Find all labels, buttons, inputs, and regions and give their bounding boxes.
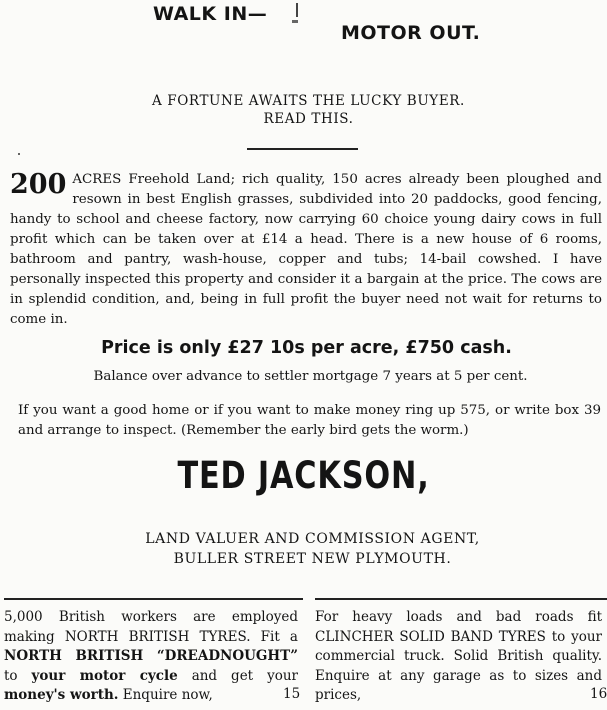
- right-page-number: 16: [590, 686, 607, 702]
- headline-line2: READ THIS.: [263, 111, 354, 127]
- left-ad-text-2: Fit a: [250, 628, 298, 645]
- left-ad-text-3: to: [4, 667, 32, 684]
- header-mark: [296, 3, 298, 17]
- left-ad-text-4: and get your: [177, 667, 298, 684]
- listing-body: [10, 170, 602, 330]
- left-ad-product: NORTH BRITISH “DREADNOUGHT”: [4, 648, 298, 664]
- agent-name: TED JACKSON,: [177, 454, 430, 497]
- headline-rule: [247, 148, 358, 150]
- left-ad-vehicle: your motor cycle: [31, 667, 178, 684]
- agent-title: LAND VALUER AND COMMISSION AGENT,: [145, 531, 480, 547]
- right-ad-text-1: For heavy loads and bad roads fit: [315, 609, 602, 625]
- right-ad-brand: CLINCHER SOLID BAND TYRES: [315, 628, 546, 645]
- header-motor-out: MOTOR OUT.: [341, 22, 481, 44]
- right-ad-text-2: to your commercial truck. Solid British quality. Enquire at any garage as to sizes and prices,: [315, 628, 602, 703]
- left-column-ad: [4, 608, 301, 706]
- left-ad-text-1: 5,000 British workers are employed making: [4, 609, 298, 645]
- agent-address: BULLER STREET NEW PLYMOUTH.: [173, 551, 452, 567]
- header-walk-in: WALK IN—: [153, 3, 268, 25]
- headline-line1: A FORTUNE AWAITS THE LUCKY BUYER.: [152, 93, 465, 109]
- left-ad-value: money's worth.: [4, 687, 119, 703]
- left-page-number: 15: [283, 686, 301, 702]
- listing-description: ACRES Freehold Land; rich quality, 150 acres already been ploughed and resown in best English grasses, subdivided into 20 paddocks, good fencing, handy to school and cheese factory, now carrying 60 choice young dairy cows in full profit which can be taken over at £14 a head. There is a new house of 6 rooms, bathroom and pantry, wash-house, copper and tubs; 14-bail cowshed. I have personally inspected this property and consider it a bargain at the price. The cows are in splendid condition, and, being in full profit the buyer need not wait for returns to come in.: [10, 172, 602, 327]
- acres-figure: 200: [10, 169, 67, 200]
- print-speck: [18, 153, 20, 155]
- left-ad-text-5: Enquire now,: [118, 687, 213, 703]
- contact-text: If you want a good home or if you want to make money ring up 575, or write box 39 and arrange to inspect. (Remember the early bird gets the worm.): [18, 403, 601, 438]
- price-line: Price is only £27 10s per acre, £750 cash.: [101, 338, 512, 358]
- header-mark-dot: [292, 20, 298, 23]
- left-column-rule: [4, 598, 303, 600]
- balance-line: Balance over advance to settler mortgage 7 years at 5 per cent.: [93, 369, 528, 384]
- left-ad-brand: NORTH BRITISH TYRES.: [64, 628, 251, 645]
- right-column-rule: [315, 598, 607, 600]
- right-column-ad: [315, 608, 602, 706]
